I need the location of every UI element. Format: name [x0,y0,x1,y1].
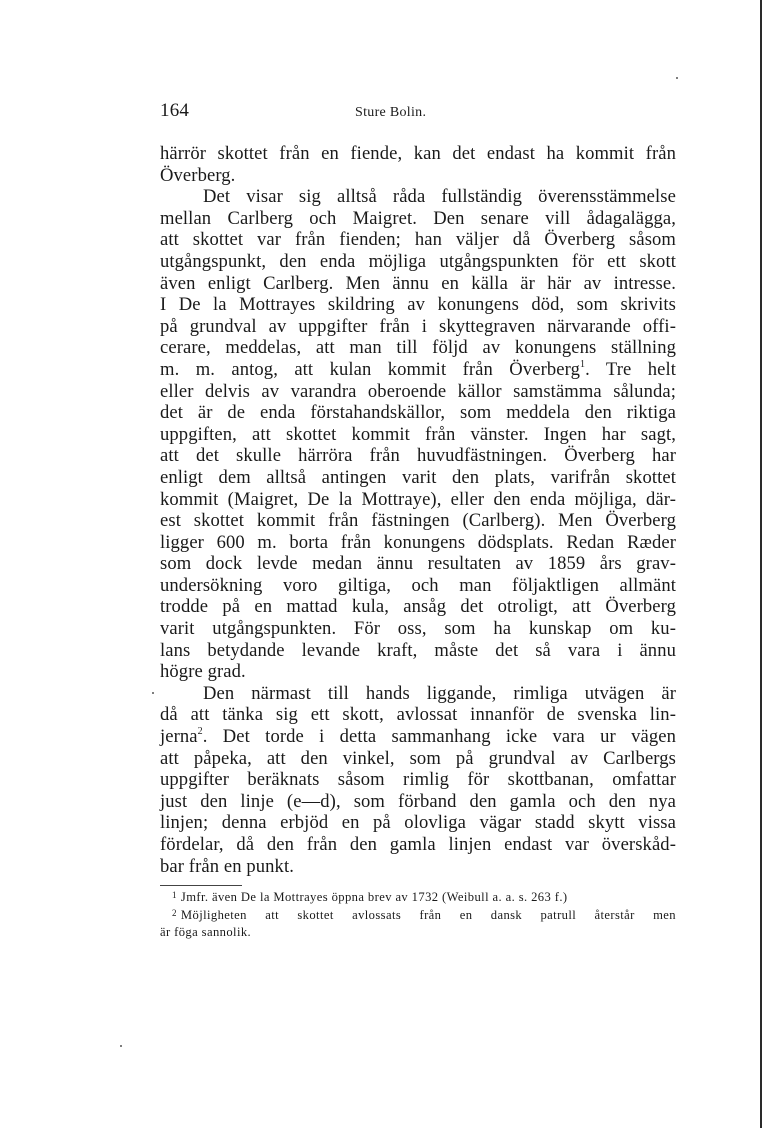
text-line: högre grad. [160,661,246,683]
text-line: mellan Carlberg och Maigret. Den senare vill ådagalägga, [160,207,676,229]
text-line: då att tänka sig ett skott, avlossat innanför de svenska lin- [160,704,676,726]
line-text: m. m. antog, att kulan kommit från Överberg [160,358,580,380]
footnote-2 [160,907,676,925]
text-line: på grundval av uppgifter från i skyttegraven närvarande offi- [160,315,676,337]
paragraph-start-line: Det visar sig alltså råda fullständig överensstämmelse [203,186,676,208]
line-text-continued: . Tre helt [585,358,676,380]
running-head: Sture Bolin. [355,105,427,120]
text-line: bar från en punkt. [160,855,294,877]
text-line: varit utgångspunkten. För oss, som ha kunskap om ku- [160,618,676,640]
text-line: även enligt Carlberg. Men ännu en källa är här av intresse. [160,272,676,294]
scan-speck [152,692,154,694]
footnote-mark: 2 [172,907,177,918]
footnote-2-continuation: är föga sannolik. [160,925,252,939]
scan-speck [120,1045,122,1047]
footnote-divider [160,885,242,886]
text-line: fördelar, då den från den gamla linjen endast var överskåd- [160,834,676,855]
footnote-1 [160,889,676,907]
scan-speck [676,77,678,79]
page-number: 164 [160,100,190,121]
text-line: som dock levde medan ännu resultaten av 1859 års grav- [160,553,676,575]
text-line: cerare, meddelas, att man till följd av konungens ställning [160,337,676,359]
paragraph-start-line: Den närmast till hands liggande, rimliga utvägen är [203,682,676,704]
text-line: I De la Mottrayes skildring av konungens död, som skrivits [160,294,676,316]
footnotes [160,889,676,942]
text-line: att skottet var från fienden; han väljer då Överberg såsom [160,229,676,251]
text-line: enligt dem alltså antingen varit den plats, varifrån skottet [160,466,676,488]
footnote-ref-1: 1 [579,358,586,370]
text-line-with-footnote-ref [160,726,676,748]
text-line: linjen; denna erbjöd en på olovliga vägar stadd skytt vissa [160,812,676,834]
text-line: undersökning voro giltiga, och man följaktligen allmänt [160,574,676,596]
text-line: ligger 600 m. borta från konungens dödsplats. Redan Ræder [160,531,676,553]
line-text-continued: . Det torde i detta sammanhang icke vara ur vägen [202,726,676,748]
text-line: uppgifter beräknats såsom rimlig för skottbanan, omfattar [160,769,676,791]
footnote-ref-2: 2 [197,725,203,737]
footnote-text: Jmfr. även De la Mottrayes öppna brev av 1732 (Weibull a. a. s. 263 f.) [180,890,568,904]
text-line-with-footnote-ref [160,359,676,381]
line-text: jerna [160,726,198,748]
text-line: det är de enda förstahandskällor, som meddela den riktiga [160,402,676,424]
text-line: härrör skottet från en fiende, kan det endast ha kommit från [160,143,676,164]
text-line: just den linje (e—d), som förband den gamla och den nya [160,790,676,812]
text-line: lans betydande levande kraft, måste det så vara i ännu [160,639,676,661]
text-line: est skottet kommit från fästningen (Carlberg). Men Överberg [160,510,676,532]
footnote-mark: 1 [172,890,177,900]
footnote-text: Möjligheten att skottet avlossats från en dansk patrull återstår men [180,907,676,922]
page-edge-rule [760,0,762,1128]
text-line: att påpeka, att den vinkel, som på grundval av Carlbergs [160,747,676,769]
body-text [160,143,676,877]
text-line: kommit (Maigret, De la Mottraye), eller den enda möjliga, där- [160,488,676,510]
text-line: eller delvis av varandra oberoende källor samstämma sålunda; [160,380,676,402]
text-line: att det skulle härröra från huvudfästningen. Överberg har [160,445,676,467]
text-line: utgångspunkt, den enda möjliga utgångspunkten för ett skott [160,250,676,272]
text-line: uppgiften, att skottet kommit från vänster. Ingen har sagt, [160,423,676,445]
text-line: trodde på en mattad kula, ansåg det otroligt, att Överberg [160,596,676,618]
text-line: Överberg. [160,164,236,186]
